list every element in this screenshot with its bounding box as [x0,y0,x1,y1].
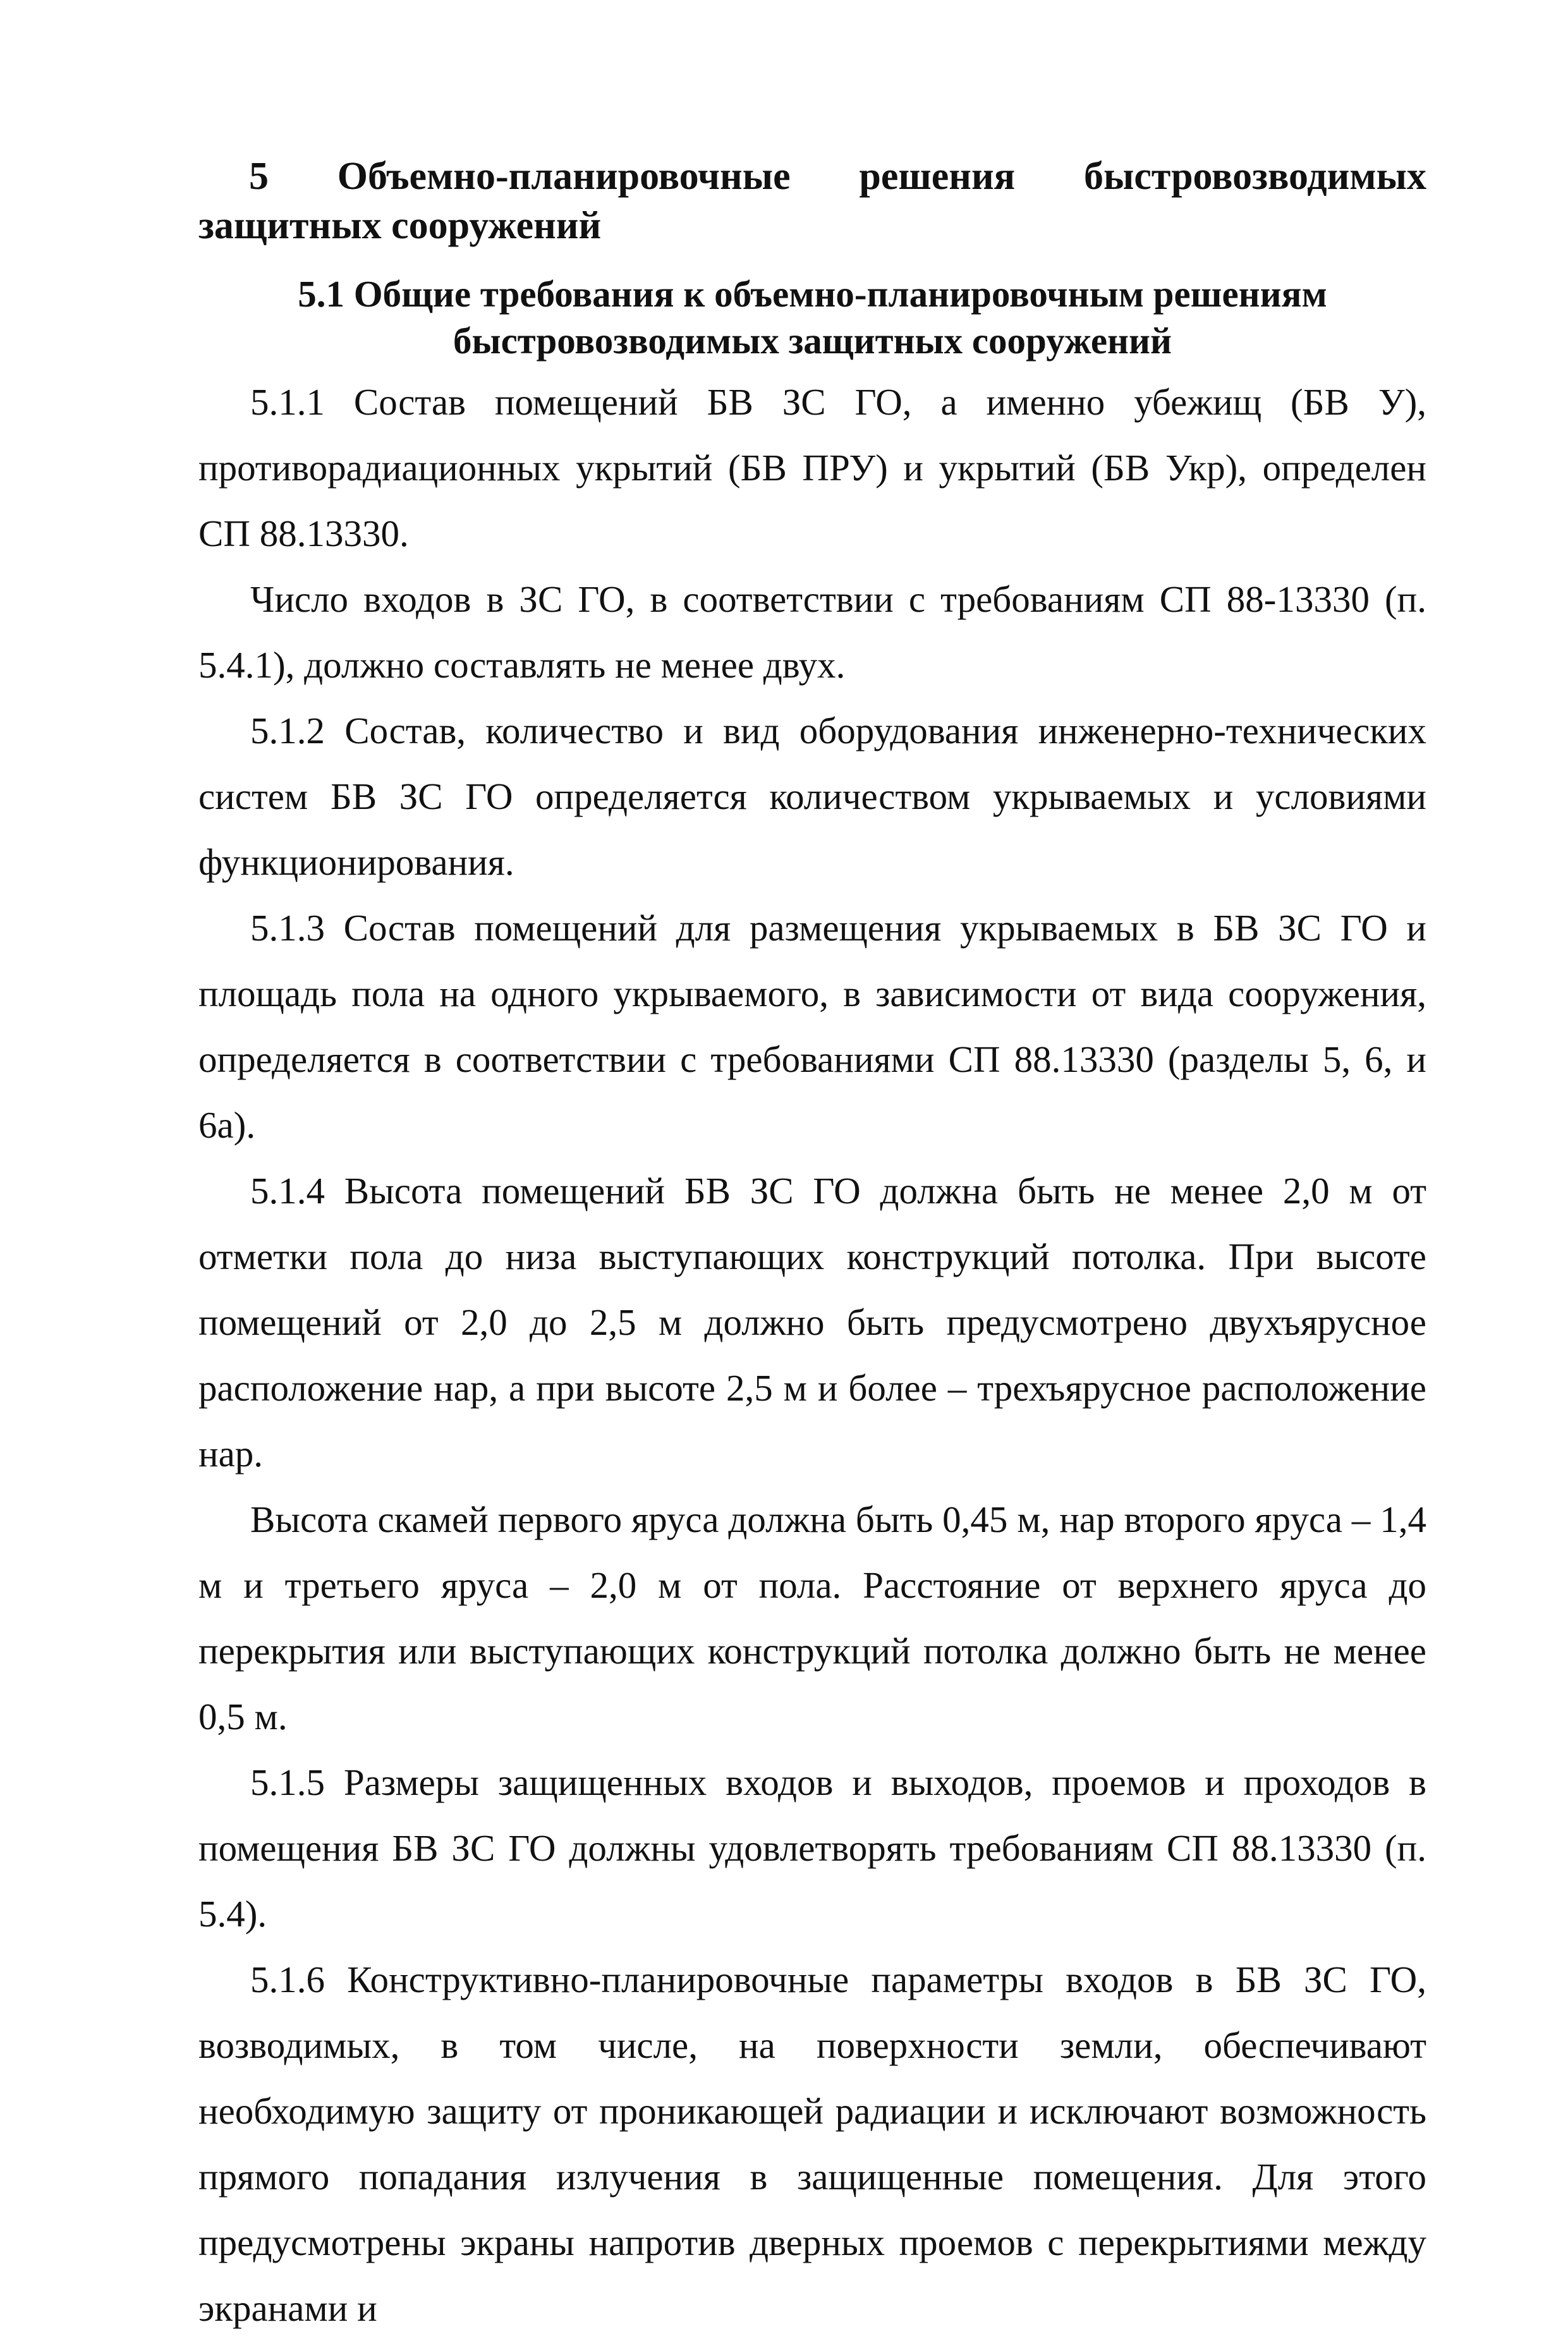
paragraph-5-1-1: 5.1.1 Состав помещений БВ ЗС ГО, а именно убежищ (БВ У), противорадиационных укрытий (БВ ПРУ) и укрытий (БВ Укр), определен СП 88.13330. [198,381,1426,554]
section-title-line-2: быстровозводимых защитных сооружений [453,320,1172,362]
paragraph-5-1-6: 5.1.6 Конструктивно-планировочные параметры входов в БВ ЗС ГО, возводимых, в том числе, на поверхности земли, обеспечивают необходимую защиту от проникающей радиации и исключают возможность прямого попадания излучения в защищенные помещения. Для этого предусмотрены экраны напротив дверных проемов с перекрытиями между экранами и [198,1959,1426,2329]
paragraph-bench-heights: Высота скамей первого яруса должна быть 0,45 м, нар второго яруса – 1,4 м и третьего яруса – 2,0 м от пола. Расстояние от верхнего яруса до перекрытия или выступающих конструкций потолка должно быть не менее 0,5 м. [198,1499,1426,1737]
chapter-title: 5 Объемно-планировочные решения быстровозводимых защитных сооружений [198,155,1426,247]
paragraph-5-1-5: 5.1.5 Размеры защищенных входов и выходов, проемов и проходов в помещения БВ ЗС ГО должны удовлетворять требованиям СП 88.13330 (п. 5.4). [198,1761,1426,1935]
section-title-line-1: 5.1 Общие требования к объемно-планировочным решениям [298,273,1327,315]
section-title [198,271,1426,364]
paragraph-5-1-4: 5.1.4 Высота помещений БВ ЗС ГО должна быть не менее 2,0 м от отметки пола до низа выступающих конструкций потолка. При высоте помещений от 2,0 до 2,5 м должно быть предусмотрено двухъярусное расположение нар, а при высоте 2,5 м и более – трехъярусное расположение нар. [198,1170,1426,1475]
paragraph-5-1-2: 5.1.2 Состав, количество и вид оборудования инженерно-технических систем БВ ЗС ГО определяется количеством укрываемых и условиями функционирования. [198,710,1426,883]
paragraph-entrances: Число входов в ЗС ГО, в соответствии с требованиям СП 88-13330 (п. 5.4.1), должно составлять не менее двух. [198,578,1426,686]
paragraph-5-1-3: 5.1.3 Состав помещений для размещения укрываемых в БВ ЗС ГО и площадь пола на одного укрываемого, в зависимости от вида сооружения, определяется в соответствии с требованиями СП 88.13330 (разделы 5, 6, и 6а). [198,907,1426,1146]
